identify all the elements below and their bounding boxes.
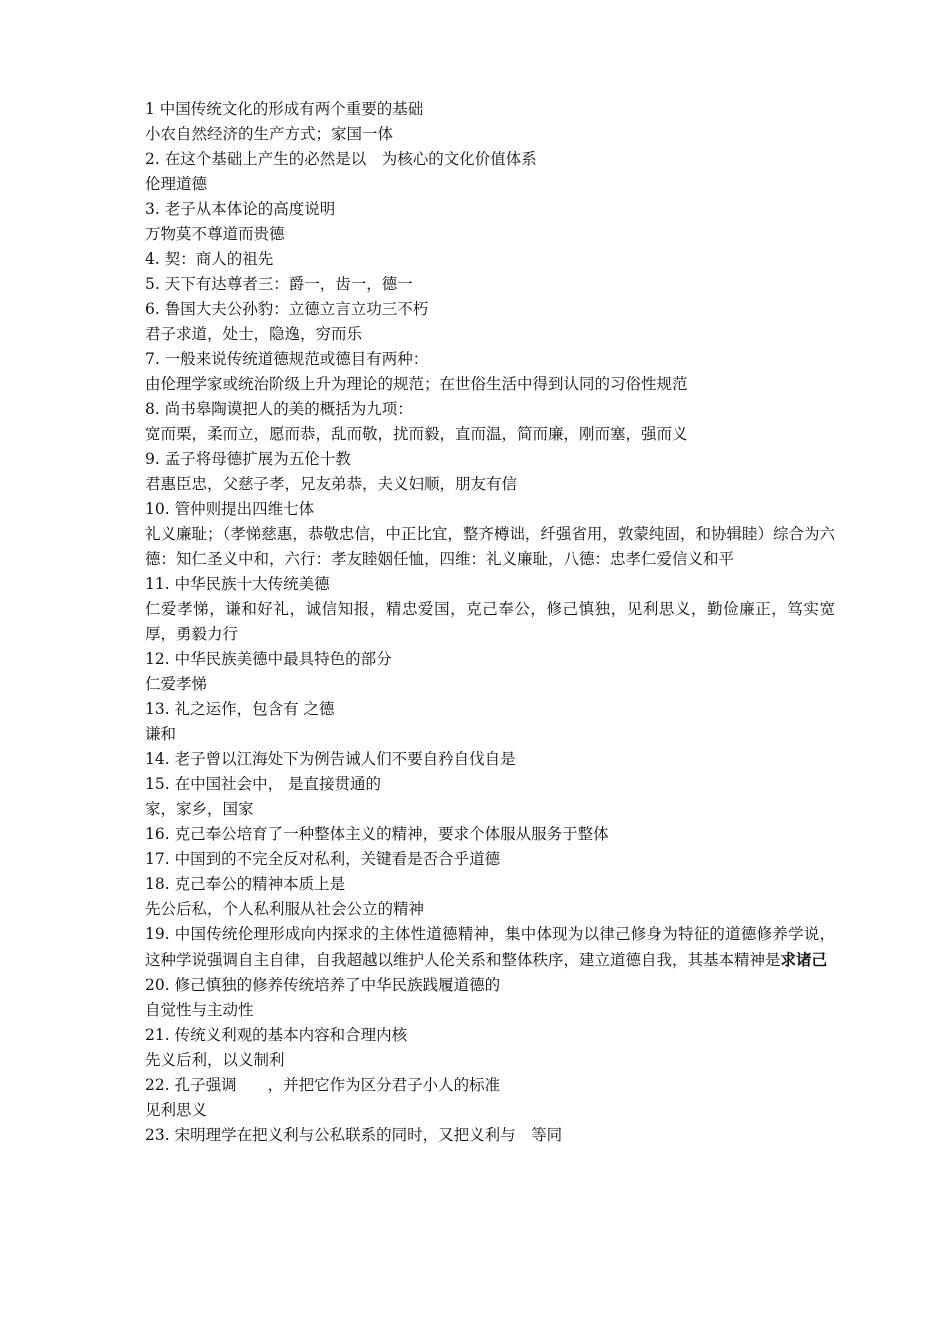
text-line: 17. 中国到的不完全反对私利，关键看是否合乎道德 (145, 850, 501, 868)
text-paragraph (145, 922, 835, 973)
emphasis-text: 求诸己 (780, 950, 828, 969)
text-line: 见利思义 (145, 1101, 208, 1119)
text-line: 君惠臣忠，父慈子孝，兄友弟恭，夫义妇顺，朋友有信 (145, 475, 518, 493)
text-line: 11. 中华民族十大传统美德 (145, 575, 330, 593)
text-line: 22. 孔子强调 ，并把它作为区分君子小人的标准 (145, 1076, 501, 1094)
text-line: 2. 在这个基础上产生的必然是以 为核心的文化价值体系 (145, 150, 537, 168)
text-line: 家，家乡，国家 (145, 800, 254, 818)
text-line: 1 中国传统文化的形成有两个重要的基础 (145, 100, 424, 118)
text-line: 16. 克己奉公培育了一种整体主义的精神，要求个体服从服务于整体 (145, 825, 609, 843)
text-line: 仁爱孝悌 (145, 675, 208, 693)
text-line: 谦和 (145, 725, 177, 743)
text-line: 23. 宋明理学在把义利与公私联系的同时，又把义利与 等同 (145, 1126, 563, 1144)
text-line: 12. 中华民族美德中最具特色的部分 (145, 650, 392, 668)
text-line: 小农自然经济的生产方式；家国一体 (145, 125, 394, 143)
text-line: 5. 天下有达尊者三：爵一，齿一，德一 (145, 275, 413, 293)
text-line: 18. 克己奉公的精神本质上是 (145, 875, 346, 893)
text-line: 10. 管仲则提出四维七体 (145, 500, 315, 518)
text-line: 8. 尚书皋陶谟把人的美的概括为九项： (145, 400, 413, 418)
text-line: 宽而栗，柔而立，愿而恭，乱而敬，扰而毅，直而温，简而廉，刚而塞，强而义 (145, 425, 688, 443)
text-line: 20. 修己慎独的修养传统培养了中华民族践履道德的 (145, 976, 501, 994)
text-line: 先公后私，个人私利服从社会公立的精神 (145, 900, 425, 918)
text-line: 万物莫不尊道而贵德 (145, 225, 285, 243)
text-paragraph: 仁爱孝悌，谦和好礼，诚信知报，精忠爱国，克己奉公，修己慎独，见利思义，勤俭廉正，笃实宽厚，勇毅力行 (145, 600, 835, 643)
paragraph-text: 19. 中国传统伦理形成向内探求的主体性道德精神，集中体现为以律己修身为特征的道德修养学说，这种学说强调自主自律，自我超越以维护人伦关系和整体秩序，建立道德自我，其基本精神是 (145, 925, 835, 969)
text-line: 先义后利，以义制利 (145, 1051, 285, 1069)
text-line: 3. 老子从本体论的高度说明 (145, 200, 336, 218)
text-line: 13. 礼之运作，包含有 之德 (145, 700, 335, 718)
text-line: 伦理道德 (145, 175, 208, 193)
text-line: 21. 传统义利观的基本内容和合理内核 (145, 1026, 408, 1044)
text-line: 由伦理学家或统治阶级上升为理论的规范；在世俗生活中得到认同的习俗性规范 (145, 375, 688, 393)
document-page (145, 97, 835, 1148)
text-paragraph: 礼义廉耻；（孝悌慈惠，恭敬忠信，中正比宜，整齐樽诎，纤强省用，敦蒙纯固，和协辑睦）综合为六德：知仁圣义中和，六行：孝友睦姻任恤，四维：礼义廉耻，八德：忠孝仁爱信义和平 (145, 525, 835, 568)
text-line: 9. 孟子将母德扩展为五伦十教 (145, 450, 351, 468)
text-line: 14. 老子曾以江海处下为例告诫人们不要自矜自伐自是 (145, 750, 516, 768)
text-line: 4. 契：商人的祖先 (145, 250, 274, 268)
text-line: 15. 在中国社会中， 是直接贯通的 (145, 775, 382, 793)
text-line: 7. 一般来说传统道德规范或德目有两种： (145, 350, 429, 368)
text-line: 君子求道，处士，隐逸，穷而乐 (145, 325, 363, 343)
text-line: 6. 鲁国大夫公孙豹：立德立言立功三不朽 (145, 300, 429, 318)
text-line: 自觉性与主动性 (145, 1001, 254, 1019)
